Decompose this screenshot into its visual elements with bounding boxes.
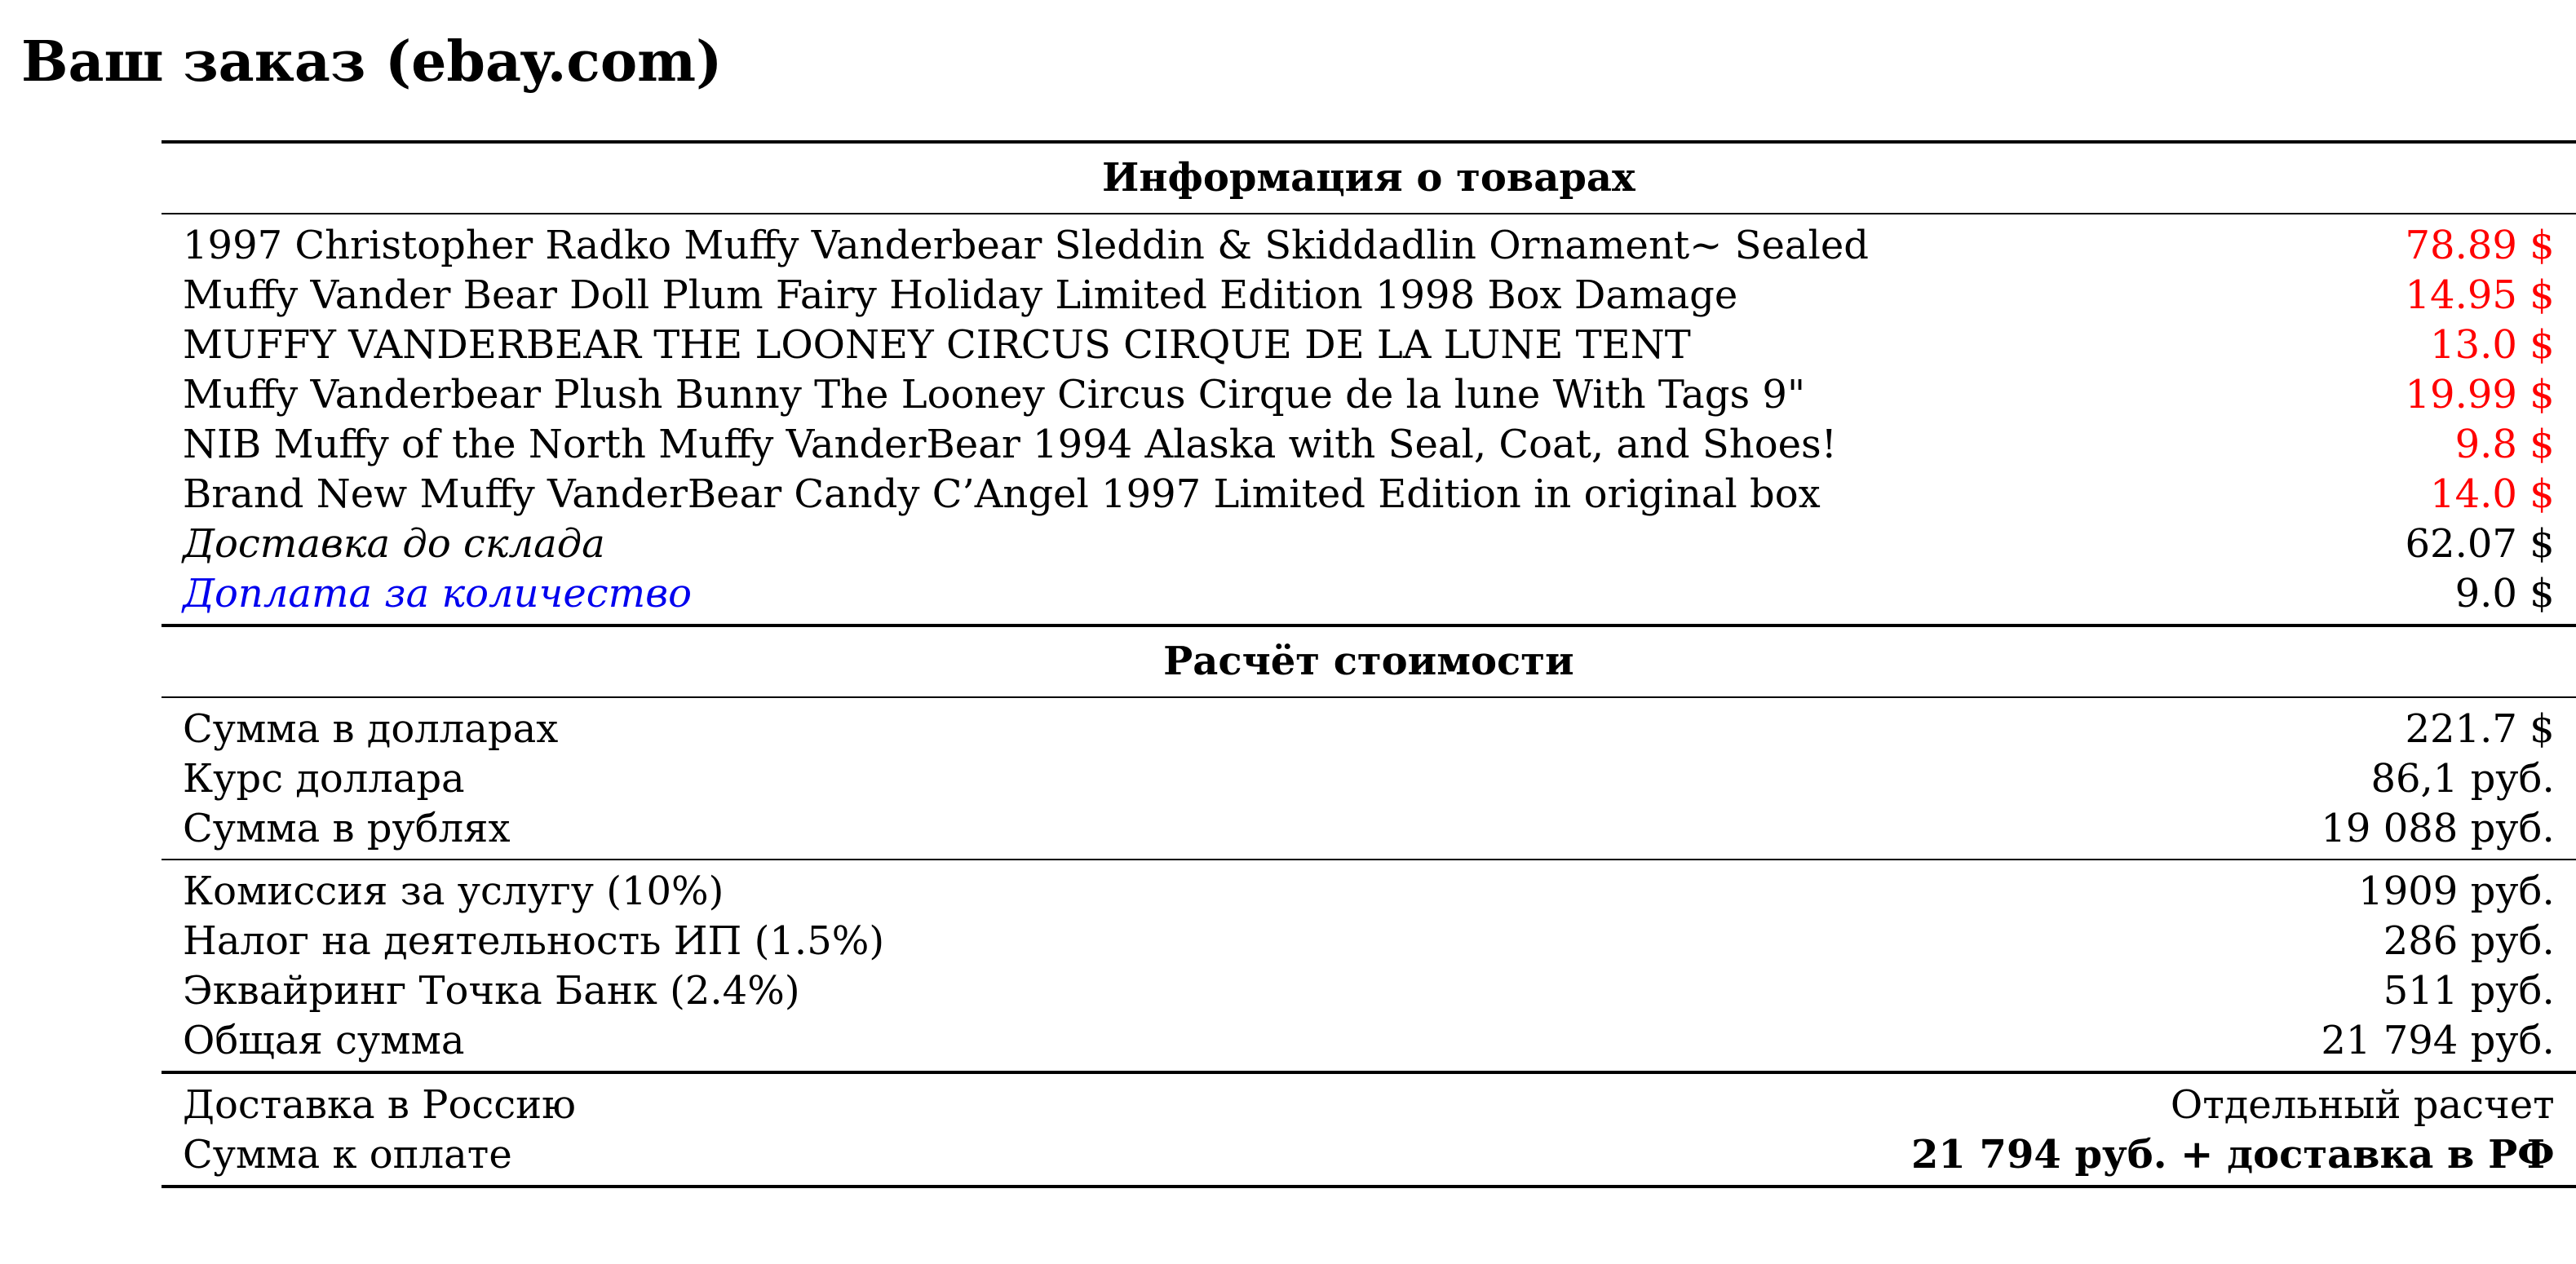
product-row xyxy=(162,420,2576,470)
total-value: 21 794 руб. xyxy=(2321,1018,2555,1063)
tax-row xyxy=(162,917,2576,966)
delivery-russia-row xyxy=(162,1072,2576,1130)
product-row xyxy=(162,271,2576,320)
amount-due-row xyxy=(162,1130,2576,1187)
total-label: Общая сумма xyxy=(183,1018,465,1063)
product-row xyxy=(162,370,2576,420)
service-fee-label: Комиссия за услугу (10%) xyxy=(162,860,1890,917)
shipping-to-warehouse-row xyxy=(162,519,2576,569)
product-name: Brand New Muffy VanderBear Candy C’Angel 1997 Limited Edition in original box xyxy=(183,471,1821,517)
product-row xyxy=(162,320,2576,370)
product-price: 9.8 $ xyxy=(2454,422,2555,467)
product-name: NIB Muffy of the North Muffy VanderBear 1994 Alaska with Seal, Coat, and Shoes! xyxy=(183,422,1837,467)
total-row xyxy=(162,1016,2576,1072)
quantity-surcharge-link[interactable]: Доплата за количество xyxy=(183,571,692,617)
delivery-russia-label: Доставка в Россию xyxy=(162,1072,1890,1130)
sum-rub-value: 19 088 руб. xyxy=(2321,806,2555,851)
product-name: Muffy Vander Bear Doll Plum Fairy Holiday Limited Edition 1998 Box Damage xyxy=(183,272,1738,318)
shipping-to-warehouse-value: 62.07 $ xyxy=(2405,521,2555,567)
product-price: 14.0 $ xyxy=(2430,471,2555,517)
sum-usd-value: 221.7 $ xyxy=(1890,697,2576,754)
product-price: 14.95 $ xyxy=(2405,272,2555,318)
cost-section-heading: Расчёт стоимости xyxy=(162,625,2576,697)
quantity-surcharge-row xyxy=(162,569,2576,625)
product-name: Muffy Vanderbear Plush Bunny The Looney Circus Cirque de la lune With Tags 9" xyxy=(183,372,1806,418)
acquiring-row xyxy=(162,966,2576,1016)
exchange-rate-row xyxy=(162,754,2576,804)
exchange-rate-label: Курс доллара xyxy=(183,756,465,802)
product-name: 1997 Christopher Radko Muffy Vanderbear Sleddin & Skiddadlin Ornament~ Sealed xyxy=(162,214,1890,271)
exchange-rate-value: 86,1 руб. xyxy=(2370,756,2555,802)
product-name: MUFFY VANDERBEAR THE LOONEY CIRCUS CIRQUE DE LA LUNE TENT xyxy=(183,322,1691,368)
acquiring-value: 511 руб. xyxy=(2383,968,2555,1014)
products-section-header-row xyxy=(162,142,2576,214)
amount-due-value: 21 794 руб. + доставка в РФ xyxy=(1890,1130,2576,1187)
product-row xyxy=(162,214,2576,271)
tax-value: 286 руб. xyxy=(2383,918,2555,964)
sum-usd-label: Сумма в долларах xyxy=(162,697,1890,754)
service-fee-value: 1909 руб. xyxy=(1890,860,2576,917)
cost-section-header-row xyxy=(162,625,2576,697)
sum-rub-label: Сумма в рублях xyxy=(183,806,511,851)
sum-usd-row xyxy=(162,697,2576,754)
product-price: 78.89 $ xyxy=(1890,214,2576,271)
product-price: 13.0 $ xyxy=(2430,322,2555,368)
amount-due-label: Сумма к оплате xyxy=(162,1130,1890,1187)
tax-label: Налог на деятельность ИП (1.5%) xyxy=(183,918,885,964)
product-price: 19.99 $ xyxy=(2405,372,2555,418)
shipping-to-warehouse-label: Доставка до склада xyxy=(183,521,605,567)
order-table xyxy=(162,140,2576,1188)
quantity-surcharge-value: 9.0 $ xyxy=(2454,571,2555,617)
sum-rub-row xyxy=(162,804,2576,860)
acquiring-label: Эквайринг Точка Банк (2.4%) xyxy=(183,968,800,1014)
page-title: Ваш заказ (ebay.com) xyxy=(21,29,723,95)
products-section-heading: Информация о товарах xyxy=(162,142,2576,214)
delivery-russia-value: Отдельный расчет xyxy=(1890,1072,2576,1130)
product-row xyxy=(162,470,2576,519)
service-fee-row xyxy=(162,860,2576,917)
